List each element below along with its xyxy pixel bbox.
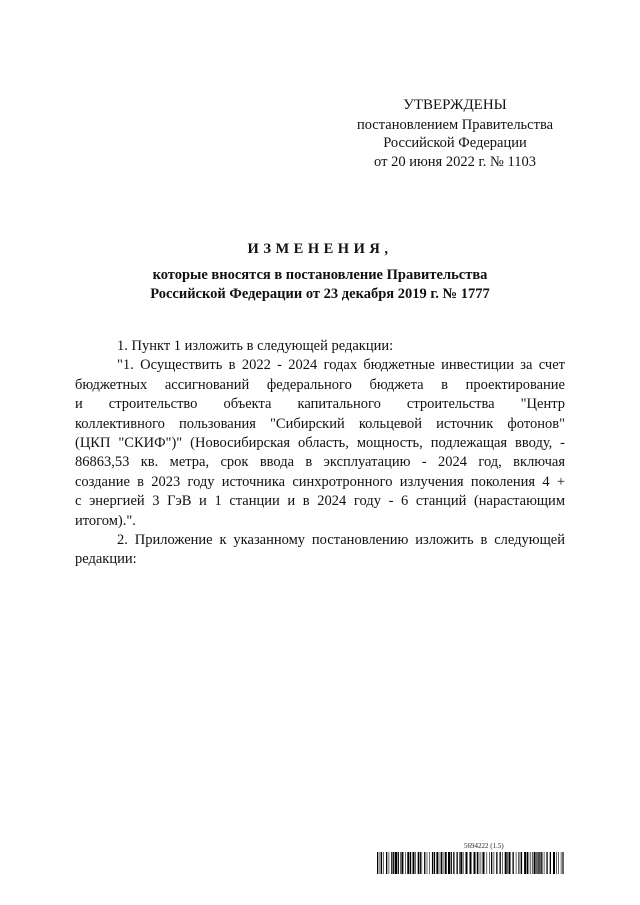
- quote-line: 86863,53 кв. метра, срок ввода в эксплуатацию - 2024 год, включая: [75, 454, 565, 471]
- document-title: ИЗМЕНЕНИЯ,: [247, 241, 393, 257]
- document-body: [75, 337, 565, 570]
- quote-line: итогом).".: [75, 512, 136, 529]
- quote-line: создание в 2023 году источника синхротронного излучения поколения 4 +: [75, 473, 565, 490]
- quote-line: коллективного пользования "Сибирский кольцевой источник фотонов": [75, 415, 565, 432]
- approval-block: [345, 96, 565, 171]
- document-subtitle: [75, 266, 565, 304]
- paragraph-2-line-1: 2. Приложение к указанному постановлению изложить в следующей: [117, 532, 565, 549]
- approval-heading: УТВЕРЖДЕНЫ: [403, 97, 507, 113]
- barcode-image: [377, 852, 565, 874]
- barcode-label: 5694222 (1.5): [464, 842, 504, 850]
- subtitle-line-2: Российской Федерации от 23 декабря 2019 г. № 1777: [150, 286, 490, 302]
- approval-line-1: постановлением Правительства: [356, 116, 554, 133]
- approval-line-3: от 20 июня 2022 г. № 1103: [374, 153, 536, 170]
- approval-line-2: Российской Федерации: [383, 135, 527, 151]
- quote-line: "1. Осуществить в 2022 - 2024 годах бюджетные инвестиции за счет: [117, 357, 565, 374]
- quote-line: бюджетных ассигнований федерального бюджета в проектирование: [75, 376, 565, 393]
- quote-line: и строительство объекта капитального строительства "Центр: [75, 396, 565, 413]
- paragraph-2-line-2: редакции:: [75, 551, 137, 568]
- subtitle-line-1: которые вносятся в постановление Правительства: [152, 267, 488, 283]
- quote-line: (ЦКП "СКИФ")" (Новосибирская область, мощность, подлежащая вводу, -: [75, 435, 565, 452]
- paragraph-1: 1. Пункт 1 изложить в следующей редакции:: [117, 338, 394, 354]
- quote-line: с энергией 3 ГэВ и 1 станции и в 2024 году - 6 станций (нарастающим: [75, 493, 565, 510]
